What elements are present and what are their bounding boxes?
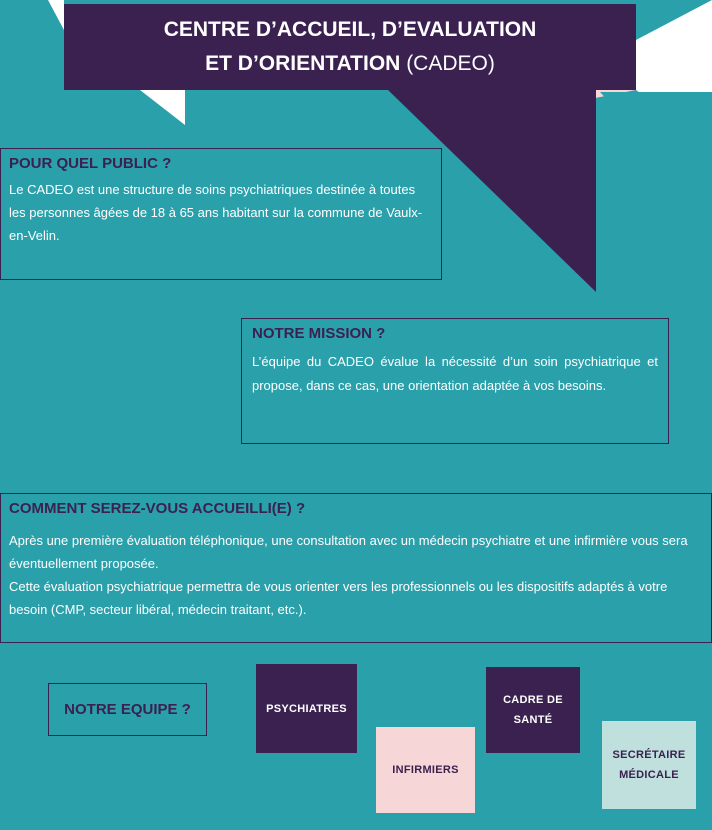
role-infirmiers xyxy=(376,727,475,813)
mission-heading: NOTRE MISSION ? xyxy=(252,325,386,342)
public-text: Le CADEO est une structure de soins psychiatriques destinée à toutes les personnes âgées de 18 à 65 ans habitant sur la commune de Vaulx-en-Velin. xyxy=(9,182,423,243)
equipe-heading: NOTRE EQUIPE ? xyxy=(48,683,207,736)
public-heading: POUR QUEL PUBLIC ? xyxy=(9,155,172,172)
page-title-line2: ET D’ORIENTATION (CADEO) xyxy=(205,52,495,75)
role-secretaire-medicale xyxy=(602,721,696,809)
public-section xyxy=(0,148,442,280)
role-infirmiers-label: INFIRMIERS xyxy=(392,764,459,776)
accueil-paragraph-2: Cette évaluation psychiatrique permettra de vous orienter vers les professionnels ou les dispositifs adaptés à votre besoin (CMP, secteur libéral, médecin traitant, etc.). xyxy=(9,579,668,617)
white-triangle-top-left xyxy=(48,0,64,30)
role-psychiatres-label: PSYCHIATRES xyxy=(266,702,347,715)
white-triangle-top-left-lower xyxy=(140,90,185,125)
role-psychiatres xyxy=(256,664,357,753)
mission-text: L’équipe du CADEO évalue la nécessité d’un soin psychiatrique et propose, dans ce cas, une orientation adaptée à vos besoins. xyxy=(252,354,658,393)
role-secretaire-label: SECRÉTAIRE MÉDICALE xyxy=(612,749,686,781)
page-title-banner xyxy=(64,4,636,90)
role-cadre-de-sante xyxy=(486,667,580,753)
accueil-text xyxy=(9,529,703,621)
accueil-heading: COMMENT SEREZ-VOUS ACCUEILLI(E) ? xyxy=(9,500,306,517)
mission-section xyxy=(241,318,669,444)
role-cadre-label: CADRE DE SANTÉ xyxy=(503,694,563,726)
teal-triangle-right xyxy=(600,92,712,215)
accueil-section xyxy=(0,493,712,643)
accueil-paragraph-1: Après une première évaluation téléphonique, une consultation avec un médecin psychiatre et une infirmière vous sera éventuellement proposée. xyxy=(9,533,688,571)
page-title-line1: CENTRE D’ACCUEIL, D’EVALUATION xyxy=(163,18,537,41)
